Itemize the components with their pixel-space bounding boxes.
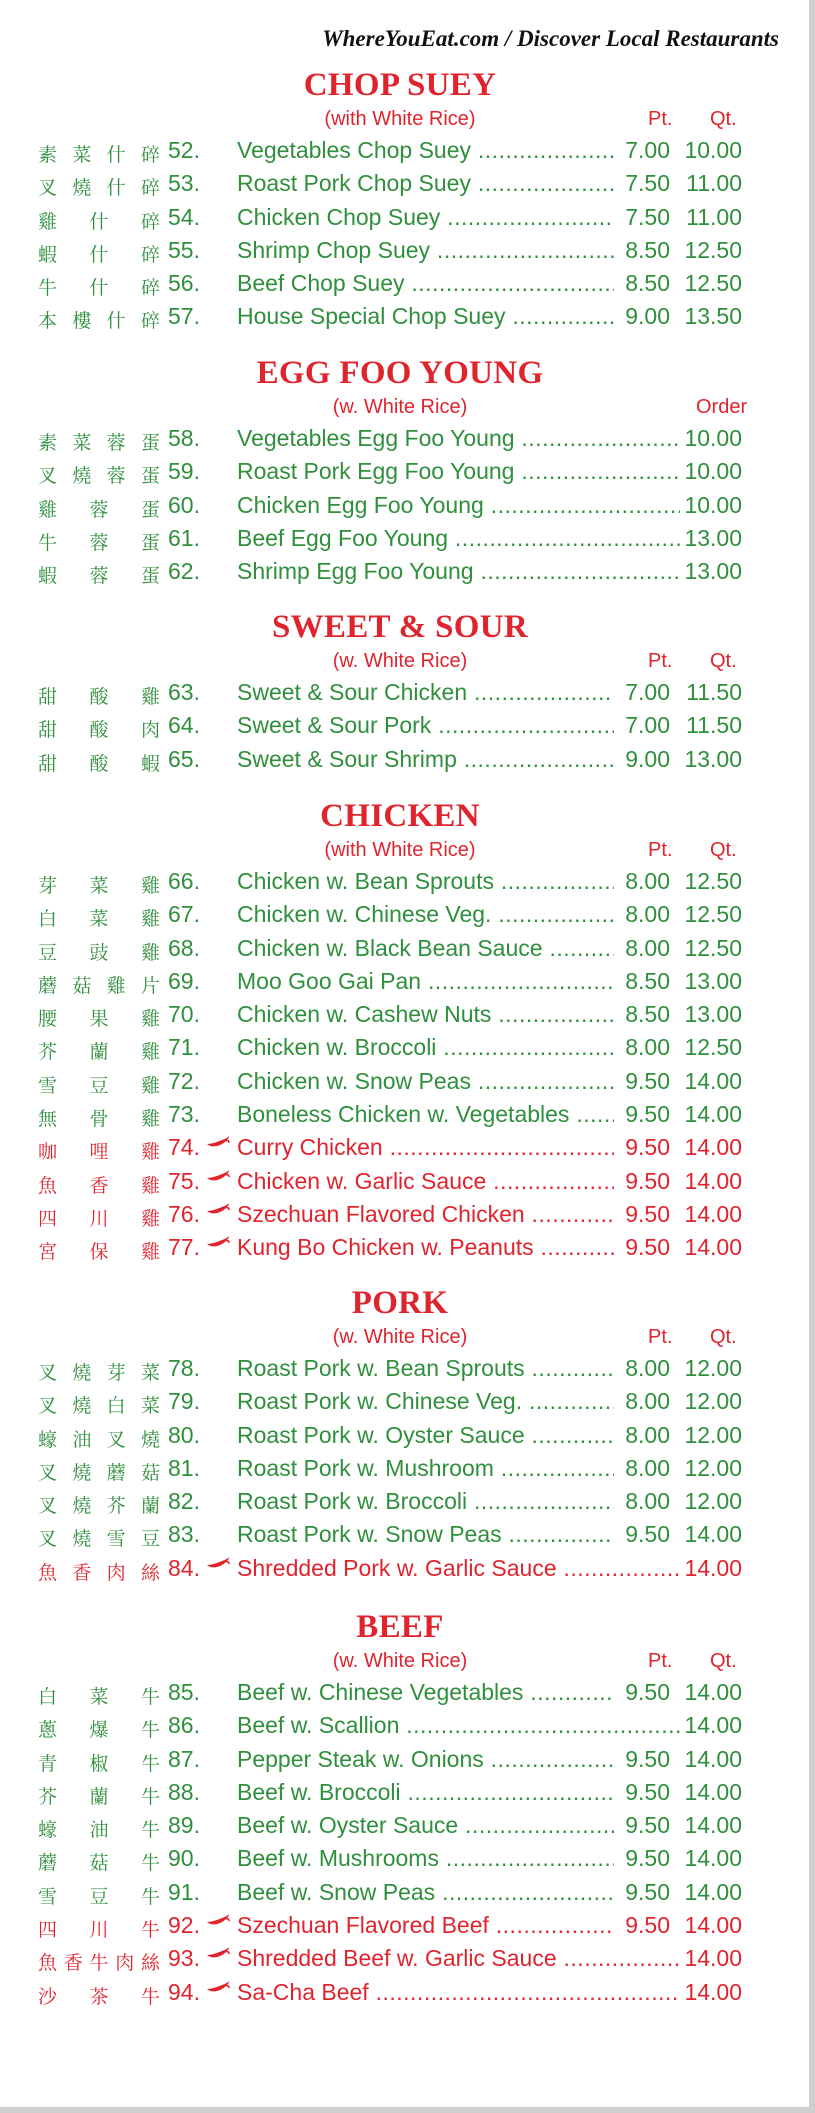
quart-header: Qt. (710, 839, 737, 861)
menu-item (0, 1842, 815, 1875)
menu-item (0, 1065, 815, 1098)
pint-price: 8.50 (614, 237, 670, 264)
chinese-name: 雪 豆 牛 (38, 1885, 160, 1908)
pint-price: 9.50 (614, 1779, 670, 1806)
item-number: 79. (168, 1388, 200, 1415)
chinese-name: 蘑 菇 牛 (38, 1852, 160, 1875)
item-number: 71. (168, 1034, 200, 1061)
quart-price: 14.00 (680, 1845, 742, 1872)
item-name: Sweet & Sour Shrimp ..... (237, 746, 621, 773)
pint-price: 9.50 (614, 1845, 670, 1872)
chinese-name: 宮 保 雞 (38, 1241, 160, 1264)
quart-price: 12.50 (680, 901, 742, 928)
quart-price: 12.00 (680, 1388, 742, 1415)
section-title: EGG FOO YOUNG (256, 355, 544, 391)
item-name: Szechuan Flavored Beef ..... (237, 1912, 621, 1939)
chinese-name: 叉 燒 蘑 菇 (38, 1461, 160, 1484)
pint-header: Pt. (648, 1650, 673, 1672)
menu-item (0, 1098, 815, 1131)
pint-price: 9.50 (614, 1746, 670, 1773)
order-price: 13.00 (680, 558, 742, 585)
section-title: BEEF (356, 1609, 444, 1645)
menu-item (0, 743, 815, 776)
item-number: 87. (168, 1745, 200, 1772)
chinese-name: 蝦 什 碎 (38, 243, 160, 266)
menu-item (0, 300, 815, 333)
item-name: Beef Egg Foo Young ..... (237, 525, 685, 552)
quart-price: 12.00 (680, 1355, 742, 1382)
item-name: Shredded Pork w. Garlic Sauce ..... (237, 1555, 685, 1582)
pint-price: 8.00 (614, 935, 670, 962)
quart-price: 14.00 (680, 1068, 742, 1095)
chinese-name: 魚 香 牛 肉 絲 (38, 1952, 160, 1975)
menu-item (0, 1518, 815, 1551)
pint-price: 9.50 (614, 1879, 670, 1906)
pint-price: 7.50 (614, 170, 670, 197)
quart-price: 13.00 (680, 968, 742, 995)
item-name: Beef w. Oyster Sauce ..... (237, 1812, 621, 1839)
item-name: Shrimp Chop Suey ..... (237, 237, 621, 264)
item-number: 56. (168, 270, 200, 297)
quart-price: 13.00 (680, 746, 742, 773)
pint-price: 9.00 (614, 303, 670, 330)
chinese-name: 雞 蓉 蛋 (38, 498, 160, 521)
menu-item (0, 201, 815, 234)
item-number: 85. (168, 1679, 200, 1705)
section-pork (0, 1284, 815, 1585)
quart-price: 14.00 (680, 1134, 742, 1161)
quart-price: 14.00 (680, 1879, 742, 1906)
menu-item (0, 1942, 815, 1975)
chinese-name: 蠔 油 牛 (38, 1819, 160, 1842)
chili-pepper-icon (206, 1979, 230, 1999)
menu-item (0, 1231, 815, 1264)
item-number: 69. (168, 967, 200, 994)
item-number: 59. (168, 458, 200, 485)
item-name: House Special Chop Suey ..... (237, 303, 621, 330)
item-number: 75. (168, 1167, 200, 1194)
item-name: Sweet & Sour Pork ..... (237, 712, 621, 739)
menu-item (0, 1776, 815, 1809)
item-name: Shrimp Egg Foo Young ..... (237, 558, 685, 585)
item-name: Chicken w. Snow Peas ..... (237, 1068, 621, 1095)
item-name: Shredded Beef w. Garlic Sauce ..... (237, 1945, 685, 1972)
chinese-name: 白 菜 牛 (38, 1686, 160, 1708)
menu-item (0, 1131, 815, 1164)
item-name: Chicken w. Cashew Nuts ..... (237, 1001, 621, 1028)
pint-price: 9.50 (614, 1812, 670, 1839)
order-price: 10.00 (680, 425, 742, 452)
chinese-name: 雞 什 碎 (38, 210, 160, 233)
item-name: Pepper Steak w. Onions ..... (237, 1746, 621, 1773)
chinese-name: 白 菜 雞 (38, 908, 160, 931)
pint-price: 7.00 (614, 137, 670, 164)
chili-pepper-icon (206, 1168, 230, 1188)
item-name: Beef w. Mushrooms ..... (237, 1845, 621, 1872)
item-number: 91. (168, 1878, 200, 1905)
item-name: Curry Chicken ..... (237, 1134, 621, 1161)
chinese-name: 魚 香 肉 絲 (38, 1561, 160, 1584)
pint-price: 8.00 (614, 901, 670, 928)
chinese-name: 蝦 蓉 蛋 (38, 565, 160, 588)
menu-item (0, 267, 815, 300)
item-number: 83. (168, 1521, 200, 1548)
menu-item (0, 1976, 815, 2009)
pint-price: 8.50 (614, 270, 670, 297)
quart-price: 11.50 (680, 712, 742, 739)
item-number: 66. (168, 868, 200, 894)
chinese-name: 叉 燒 白 菜 (38, 1395, 160, 1418)
pint-header: Pt. (648, 650, 673, 672)
menu-item (0, 1452, 815, 1485)
chinese-name: 芽 菜 雞 (38, 875, 160, 897)
order-price: 10.00 (680, 492, 742, 519)
section-beef (0, 1608, 815, 2009)
chili-pepper-icon (206, 1912, 230, 1932)
chinese-name: 甜 酸 雞 (38, 686, 160, 708)
menu-item (0, 1485, 815, 1518)
quart-price: 12.50 (680, 868, 742, 895)
quart-price: 11.00 (680, 170, 742, 197)
pint-header: Pt. (648, 108, 673, 130)
item-name: Roast Pork w. Chinese Veg. ..... (237, 1388, 621, 1415)
menu-item (0, 932, 815, 965)
item-number: 93. (168, 1945, 200, 1972)
menu-item (0, 998, 815, 1031)
chinese-name: 四 川 牛 (38, 1919, 160, 1942)
item-name: Roast Pork w. Snow Peas ..... (237, 1521, 621, 1548)
pint-price: 8.00 (614, 1034, 670, 1061)
item-name: Roast Pork Chop Suey ..... (237, 170, 621, 197)
chinese-name: 甜 酸 肉 (38, 719, 160, 742)
item-number: 73. (168, 1101, 200, 1128)
pint-price: 9.50 (614, 1101, 670, 1128)
site-banner: WhereYouEat.com / Discover Local Restaurants (322, 26, 779, 51)
quart-price: 12.00 (680, 1455, 742, 1482)
menu-item (0, 1419, 815, 1452)
item-number: 60. (168, 491, 200, 518)
item-number: 94. (168, 1978, 200, 2005)
item-number: 86. (168, 1712, 200, 1739)
menu-item (0, 1876, 815, 1909)
item-name: Moo Goo Gai Pan ..... (237, 968, 621, 995)
quart-price: 13.00 (680, 1001, 742, 1028)
pint-price: 9.50 (614, 1234, 670, 1261)
menu-item (0, 1031, 815, 1064)
chili-pepper-icon (206, 1234, 230, 1254)
item-number: 67. (168, 901, 200, 928)
item-name: Roast Pork Egg Foo Young ..... (237, 458, 685, 485)
item-number: 64. (168, 712, 200, 739)
menu-item (0, 1909, 815, 1942)
section-subtitle: (with White Rice) (324, 839, 476, 861)
chinese-name: 腰 果 雞 (38, 1008, 160, 1031)
pint-price: 7.00 (614, 679, 670, 706)
menu-item (0, 167, 815, 200)
item-number: 61. (168, 524, 200, 551)
chinese-name: 素 菜 蓉 蛋 (38, 432, 160, 454)
menu-item (0, 676, 815, 709)
item-number: 63. (168, 679, 200, 705)
pint-price: 7.50 (614, 204, 670, 231)
section-chicken (0, 797, 815, 1265)
item-number: 92. (168, 1912, 200, 1939)
section-egg-foo-young (0, 354, 815, 588)
section-title: CHICKEN (320, 798, 480, 834)
chinese-name: 牛 什 碎 (38, 277, 160, 300)
item-name: Chicken w. Garlic Sauce ..... (237, 1168, 621, 1195)
item-name: Beef w. Chinese Vegetables ..... (237, 1679, 621, 1706)
quart-price: 12.50 (680, 935, 742, 962)
menu-item (0, 865, 815, 898)
quart-price: 10.00 (680, 137, 742, 164)
quart-price: 12.50 (680, 270, 742, 297)
item-number: 57. (168, 303, 200, 330)
pint-price: 8.00 (614, 1355, 670, 1382)
chinese-name: 甜 酸 蝦 (38, 752, 160, 775)
menu-item (0, 422, 815, 455)
item-number: 81. (168, 1454, 200, 1481)
item-number: 53. (168, 170, 200, 197)
item-number: 88. (168, 1778, 200, 1805)
chinese-name: 叉 燒 芽 菜 (38, 1362, 160, 1384)
pint-price: 8.00 (614, 868, 670, 895)
item-name: Chicken w. Black Bean Sauce ..... (237, 935, 621, 962)
quart-price: 12.00 (680, 1422, 742, 1449)
quart-price: 14.00 (680, 1201, 742, 1228)
section-subtitle: (w. White Rice) (332, 1650, 468, 1672)
item-number: 77. (168, 1234, 200, 1261)
quart-price: 14.00 (680, 1521, 742, 1548)
pint-price: 9.50 (614, 1521, 670, 1548)
chinese-name: 本 樓 什 碎 (38, 310, 160, 333)
pint-price: 8.00 (614, 1455, 670, 1482)
item-name: Sweet & Sour Chicken ..... (237, 679, 621, 706)
item-name: Beef w. Snow Peas ..... (237, 1879, 621, 1906)
item-number: 55. (168, 236, 200, 263)
chili-pepper-icon (206, 1555, 230, 1575)
quart-price: 13.50 (680, 303, 742, 330)
item-number: 74. (168, 1134, 200, 1161)
order-header: Order (696, 396, 748, 418)
item-name: Vegetables Chop Suey ..... (237, 137, 621, 164)
item-name: Kung Bo Chicken w. Peanuts ..... (237, 1234, 621, 1261)
item-name: Sa-Cha Beef ..... (237, 1979, 685, 2006)
item-name: Chicken Chop Suey ..... (237, 204, 621, 231)
chili-pepper-icon (206, 1945, 230, 1965)
pint-price: 9.50 (614, 1679, 670, 1706)
menu-item (0, 1743, 815, 1776)
item-number: 62. (168, 558, 200, 585)
chinese-name: 四 川 雞 (38, 1207, 160, 1230)
item-name: Beef Chop Suey ..... (237, 270, 621, 297)
quart-header: Qt. (710, 1326, 737, 1348)
menu-item (0, 709, 815, 742)
chinese-name: 蠔 油 叉 燒 (38, 1428, 160, 1451)
quart-price: 14.00 (680, 1979, 742, 2006)
menu-item (0, 555, 815, 588)
chinese-name: 沙 茶 牛 (38, 1985, 160, 2008)
item-name: Beef w. Scallion ..... (237, 1712, 685, 1739)
menu-item (0, 522, 815, 555)
item-name: Chicken w. Broccoli ..... (237, 1034, 621, 1061)
quart-price: 12.00 (680, 1488, 742, 1515)
pint-price: 9.00 (614, 746, 670, 773)
chinese-name: 素 菜 什 碎 (38, 144, 160, 166)
chinese-name: 叉 燒 什 碎 (38, 177, 160, 200)
item-name: Roast Pork w. Bean Sprouts ..... (237, 1355, 621, 1382)
quart-price: 12.50 (680, 1034, 742, 1061)
section-title: PORK (351, 1285, 449, 1321)
pint-price: 9.50 (614, 1912, 670, 1939)
item-name: Beef w. Broccoli ..... (237, 1779, 621, 1806)
pint-header: Pt. (648, 839, 673, 861)
chinese-name: 咖 哩 雞 (38, 1141, 160, 1164)
item-number: 52. (168, 137, 200, 163)
pint-price: 8.00 (614, 1488, 670, 1515)
chinese-name: 叉 燒 蓉 蛋 (38, 465, 160, 488)
item-name: Boneless Chicken w. Vegetables ..... (237, 1101, 621, 1128)
menu-item (0, 1198, 815, 1231)
pint-price: 8.00 (614, 1422, 670, 1449)
quart-price: 14.00 (680, 1912, 742, 1939)
chinese-name: 芥 蘭 雞 (38, 1041, 160, 1064)
chinese-name: 魚 香 雞 (38, 1174, 160, 1197)
menu-item (0, 1809, 815, 1842)
order-price: 13.00 (680, 525, 742, 552)
section-subtitle: (w. White Rice) (332, 1326, 468, 1348)
order-price: 10.00 (680, 458, 742, 485)
item-number: 80. (168, 1421, 200, 1448)
quart-price: 14.00 (680, 1679, 742, 1706)
chinese-name: 叉 燒 芥 蘭 (38, 1495, 160, 1518)
item-name: Roast Pork w. Oyster Sauce ..... (237, 1422, 621, 1449)
menu-item (0, 898, 815, 931)
quart-price: 14.00 (680, 1746, 742, 1773)
item-number: 70. (168, 1001, 200, 1028)
menu-item (0, 1352, 815, 1385)
item-number: 89. (168, 1812, 200, 1839)
section-title: SWEET & SOUR (271, 609, 529, 645)
item-name: Vegetables Egg Foo Young ..... (237, 425, 685, 452)
chinese-name: 無 骨 雞 (38, 1108, 160, 1131)
quart-price: 12.50 (680, 237, 742, 264)
item-name: Chicken Egg Foo Young ..... (237, 492, 685, 519)
pint-price: 8.00 (614, 1388, 670, 1415)
chinese-name: 叉 燒 雪 豆 (38, 1528, 160, 1551)
menu-item (0, 234, 815, 267)
section-title: CHOP SUEY (303, 67, 497, 103)
quart-price: 14.00 (680, 1812, 742, 1839)
quart-header: Qt. (710, 1650, 737, 1672)
chili-pepper-icon (206, 1134, 230, 1154)
section-subtitle: (w. White Rice) (332, 396, 468, 418)
section-sweet-sour (0, 608, 815, 776)
menu-item (0, 1552, 815, 1585)
item-name: Szechuan Flavored Chicken ..... (237, 1201, 621, 1228)
section-subtitle: (w. White Rice) (332, 650, 468, 672)
item-number: 72. (168, 1067, 200, 1094)
quart-price: 14.00 (680, 1779, 742, 1806)
item-number: 58. (168, 425, 200, 451)
quart-header: Qt. (710, 650, 737, 672)
menu-item (0, 965, 815, 998)
pint-price: 9.50 (614, 1068, 670, 1095)
item-name: Chicken w. Bean Sprouts ..... (237, 868, 621, 895)
item-number: 78. (168, 1355, 200, 1381)
item-number: 65. (168, 745, 200, 772)
item-number: 84. (168, 1554, 200, 1581)
quart-price: 14.00 (680, 1101, 742, 1128)
chili-pepper-icon (206, 1201, 230, 1221)
quart-header: Qt. (710, 108, 737, 130)
chinese-name: 豆 豉 雞 (38, 941, 160, 964)
pint-price: 8.50 (614, 968, 670, 995)
quart-price: 11.00 (680, 204, 742, 231)
menu-item (0, 1165, 815, 1198)
chinese-name: 雪 豆 雞 (38, 1074, 160, 1097)
quart-price: 14.00 (680, 1945, 742, 1972)
menu-item (0, 1676, 815, 1709)
item-name: Roast Pork w. Broccoli ..... (237, 1488, 621, 1515)
quart-price: 14.00 (680, 1168, 742, 1195)
item-name: Chicken w. Chinese Veg. ..... (237, 901, 621, 928)
item-name: Roast Pork w. Mushroom ..... (237, 1455, 621, 1482)
quart-price: 14.00 (680, 1234, 742, 1261)
chinese-name: 蔥 爆 牛 (38, 1719, 160, 1742)
pint-price: 9.50 (614, 1168, 670, 1195)
menu-item (0, 455, 815, 488)
chinese-name: 牛 蓉 蛋 (38, 531, 160, 554)
pint-header: Pt. (648, 1326, 673, 1348)
quart-price: 14.00 (680, 1555, 742, 1582)
item-number: 54. (168, 203, 200, 230)
item-number: 82. (168, 1488, 200, 1515)
section-subtitle: (with White Rice) (324, 108, 476, 130)
chinese-name: 青 椒 牛 (38, 1752, 160, 1775)
pint-price: 9.50 (614, 1134, 670, 1161)
pint-price: 8.50 (614, 1001, 670, 1028)
section-chop-suey (0, 66, 815, 334)
menu-item (0, 1709, 815, 1742)
menu-item (0, 489, 815, 522)
pint-price: 9.50 (614, 1201, 670, 1228)
quart-price: 11.50 (680, 679, 742, 706)
item-number: 76. (168, 1200, 200, 1227)
item-number: 90. (168, 1845, 200, 1872)
pint-price: 7.00 (614, 712, 670, 739)
menu-item (0, 134, 815, 167)
quart-price: 14.00 (680, 1712, 742, 1739)
menu-item (0, 1385, 815, 1418)
chinese-name: 蘑 菇 雞 片 (38, 974, 160, 997)
chinese-name: 芥 蘭 牛 (38, 1785, 160, 1808)
item-number: 68. (168, 934, 200, 961)
